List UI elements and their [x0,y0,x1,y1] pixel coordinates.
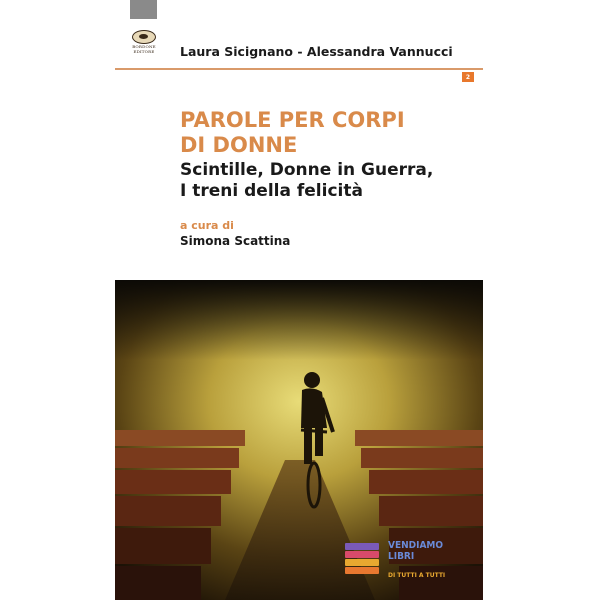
vendiamo-libri-wordmark [388,540,443,562]
vendiamo-libri-logo [345,537,391,585]
edited-by-label: a cura di [180,219,234,232]
divider-rule [115,68,483,70]
wordmark-line: LIBRI [388,551,415,562]
publisher-logo-line: BORDONE [132,44,156,49]
grey-tab [130,0,157,19]
series-number-badge: 2 [462,72,474,82]
book-stack-icon [345,559,379,566]
publisher-logo [129,30,159,60]
book-subtitle-line: I treni della felicità [180,181,363,201]
book-subtitle [180,160,433,202]
publisher-logo-text [132,44,156,54]
book-stack-icon [345,543,379,550]
book-title-line: DI DONNE [180,133,298,157]
book-cover [115,0,483,600]
book-subtitle-line: Scintille, Donne in Guerra, [180,160,434,180]
book-title [180,108,405,158]
book-stack-icon [345,567,379,574]
book-stack-icon [345,551,379,558]
wordmark-line: VENDIAMO [388,540,444,551]
publisher-logo-icon [132,30,156,44]
authors: Laura Sicignano - Alessandra Vannucci [180,44,453,59]
publisher-logo-line: EDITORE [133,49,155,54]
book-title-line: PAROLE PER CORPI [180,108,405,132]
vendiamo-libri-tagline: DI TUTTI A TUTTI [388,572,446,579]
editor-name: Simona Scattina [180,234,291,248]
